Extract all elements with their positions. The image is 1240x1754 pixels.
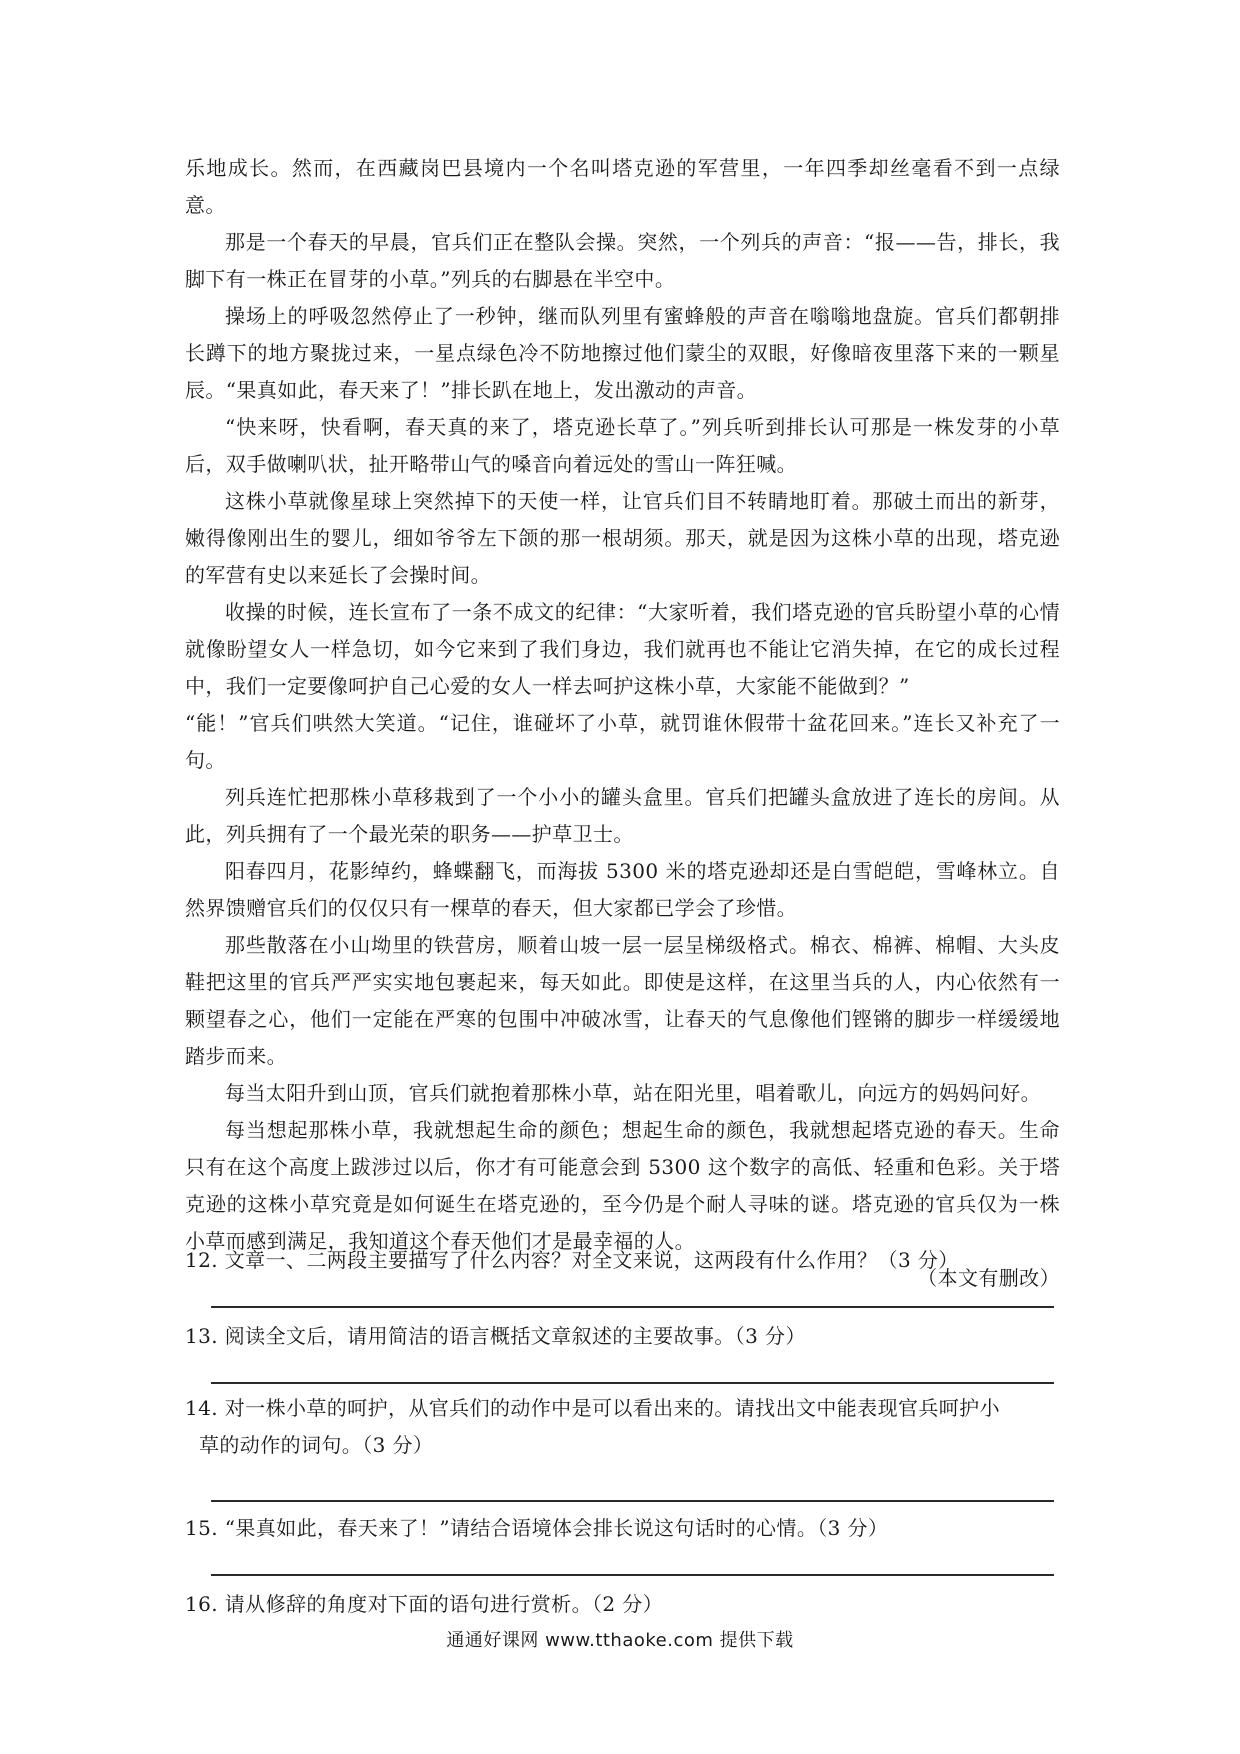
reading-passage <box>185 150 1060 1297</box>
question-section <box>185 1242 1060 1623</box>
passage-paragraph: 每当太阳升到山顶，官兵们就抱着那株小草，站在阳光里，唱着歌儿，向远方的妈妈问好。 <box>225 1081 1041 1105</box>
passage-paragraph: 收操的时候，连长宣布了一条不成文的纪律：“大家听着，我们塔克逊的官兵盼望小草的心情就像盼望女人一样急切，如今它来到了我们身边，我们就再也不能让它消失掉，在它的成长过程中，我们一定要像呵护自己心爱的女人一样去呵护这株小草，大家能不能做到？” <box>185 600 1060 698</box>
passage-paragraph: 每当想起那株小草，我就想起生命的颜色；想起生命的颜色，我就想起塔克逊的春天。生命只有在这个高度上跋涉过以后，你才有可能意会到 5300 这个数字的高低、轻重和色彩。关于塔克逊的这株小草究竟是如何诞生在塔克逊的，至今仍是个耐人寻味的谜。塔克逊的官兵仅为一株小草而感到满足，我知道这个春天他们才是最幸福的人。 <box>185 1118 1060 1253</box>
page-footer: 通通好课网 www.tthaoke.com 提供下载 <box>446 1630 794 1651</box>
passage-paragraph: 那是一个春天的早晨，官兵们正在整队会操。突然，一个列兵的声音：“报——告，排长，我脚下有一株正在冒芽的小草。”列兵的右脚悬在半空中。 <box>185 230 1060 291</box>
question-12: 12. 文章一、二两段主要描写了什么内容？对全文来说，这两段有什么作用？（3 分） <box>185 1248 959 1272</box>
question-15: 15. “果真如此，春天来了！”请结合语境体会排长说这句话时的心情。（3 分） <box>185 1516 889 1540</box>
answer-line-12[interactable] <box>211 1306 1054 1308</box>
answer-line-15[interactable] <box>211 1574 1054 1576</box>
passage-paragraph: 列兵连忙把那株小草移栽到了一个小小的罐头盒里。官兵们把罐头盒放进了连长的房间。从此，列兵拥有了一个最光荣的职务——护草卫士。 <box>185 785 1060 846</box>
question-16: 16. 请从修辞的角度对下面的语句进行赏析。（2 分） <box>185 1592 664 1616</box>
passage-paragraph: “快来呀，快看啊，春天真的来了，塔克逊长草了。”列兵听到排长认可那是一株发芽的小草后，双手做喇叭状，扯开略带山气的嗓音向着远处的雪山一阵狂喊。 <box>185 415 1060 476</box>
passage-paragraph: 操场上的呼吸忽然停止了一秒钟，继而队列里有蜜蜂般的声音在嗡嗡地盘旋。官兵们都朝排长蹲下的地方聚拢过来，一星点绿色冷不防地擦过他们蒙尘的双眼，好像暗夜里落下来的一颗星辰。“果真如此，春天来了！”排长趴在地上，发出激动的声音。 <box>185 304 1060 402</box>
passage-paragraph: “能！”官兵们哄然大笑道。“记住，谁碰坏了小草，就罚谁休假带十盆花回来。”连长又补充了一句。 <box>185 711 1060 772</box>
question-14-line-2: 草的动作的词句。（3 分） <box>199 1433 434 1457</box>
question-14 <box>185 1390 1060 1464</box>
passage-paragraph: 这株小草就像星球上突然掉下的天使一样，让官兵们目不转睛地盯着。那破土而出的新芽，嫩得像刚出生的婴儿，细如爷爷左下颌的那一根胡须。那天，就是因为这株小草的出现，塔克逊的军营有史以来延长了会操时间。 <box>185 489 1060 587</box>
question-13: 13. 阅读全文后，请用简洁的语言概括文章叙述的主要故事。（3 分） <box>185 1324 806 1348</box>
passage-paragraph: 那些散落在小山坳里的铁营房，顺着山坡一层一层呈梯级格式。棉衣、棉裤、棉帽、大头皮鞋把这里的官兵严严实实地包裹起来，每天如此。即使是这样，在这里当兵的人，内心依然有一颗望春之心，他们一定能在严寒的包围中冲破冰雪，让春天的气息像他们铿锵的脚步一样缓缓地踏步而来。 <box>185 933 1060 1068</box>
question-14-line-1: 14. 对一株小草的呵护，从官兵们的动作中是可以看出来的。请找出文中能表现官兵呵护小 <box>185 1396 1000 1420</box>
answer-line-13[interactable] <box>211 1382 1054 1384</box>
passage-paragraph: 乐地成长。然而，在西藏岗巴县境内一个名叫塔克逊的军营里，一年四季却丝毫看不到一点绿意。 <box>185 156 1060 217</box>
passage-paragraph: 阳春四月，花影绰约，蜂蝶翻飞，而海拔 5300 米的塔克逊却还是白雪皑皑，雪峰林立。自然界馈赠官兵们的仅仅只有一棵草的春天，但大家都已学会了珍惜。 <box>185 859 1060 920</box>
source-note: （本文有删改） <box>917 1266 1060 1290</box>
answer-line-14[interactable] <box>211 1500 1054 1502</box>
